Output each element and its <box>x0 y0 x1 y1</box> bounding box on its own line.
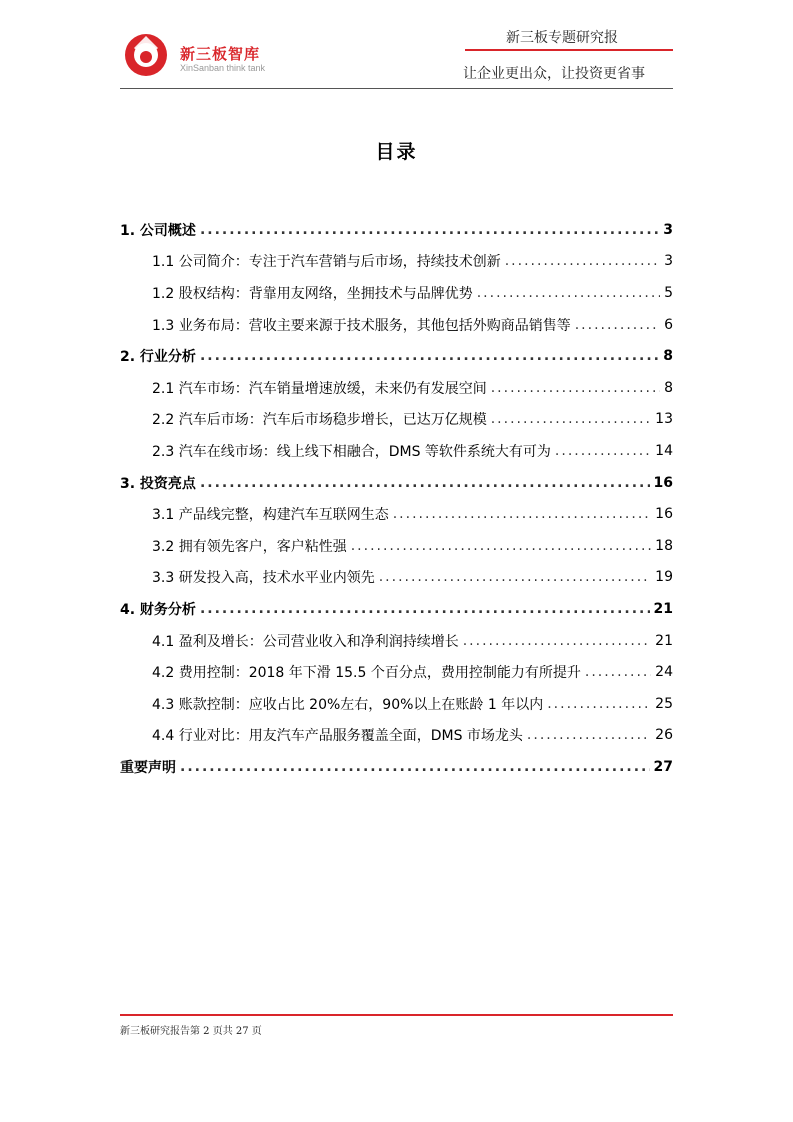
brand-name-english: XinSanban think tank <box>180 63 266 73</box>
toc-dot-leader <box>351 538 651 554</box>
footer-divider <box>120 1014 673 1016</box>
toc-section-entry[interactable] <box>120 751 673 783</box>
toc-page-number: 16 <box>655 506 673 523</box>
toc-page-number: 13 <box>655 411 673 428</box>
toc-dot-leader <box>393 506 651 522</box>
toc-entry-title: 4.1 盈利及增长：公司营业收入和净利润持续增长 <box>152 633 459 650</box>
toc-subsection-entry[interactable] <box>120 688 673 720</box>
toc-subsection-entry[interactable] <box>120 498 673 530</box>
toc-section-entry[interactable] <box>120 467 673 499</box>
toc-subsection-entry[interactable] <box>120 404 673 436</box>
toc-dot-leader <box>379 569 651 585</box>
toc-subsection-entry[interactable] <box>120 372 673 404</box>
toc-entry-title: 2.3 汽车在线市场：线上线下相融合，DMS 等软件系统大有可为 <box>152 443 551 460</box>
toc-entry-title: 1. 公司概述 <box>120 222 196 239</box>
toc-page-number: 21 <box>655 632 673 649</box>
report-type: 新三板专题研究报 <box>506 30 618 46</box>
toc-dot-leader <box>477 285 660 301</box>
toc-subsection-entry[interactable] <box>120 277 673 309</box>
toc-subsection-entry[interactable] <box>120 562 673 594</box>
toc-page-number: 24 <box>655 664 673 681</box>
toc-subsection-entry[interactable] <box>120 720 673 752</box>
toc-entry-title: 3.2 拥有领先客户，客户粘性强 <box>152 538 347 555</box>
toc-dot-leader <box>555 443 651 459</box>
toc-dot-leader <box>200 348 659 364</box>
toc-subsection-entry[interactable] <box>120 625 673 657</box>
toc-page-number: 6 <box>664 316 673 333</box>
toc-subsection-entry[interactable] <box>120 435 673 467</box>
toc-page-number: 26 <box>655 727 673 744</box>
toc-subsection-entry[interactable] <box>120 656 673 688</box>
logo-icon <box>122 30 174 80</box>
toc-entry-title: 3. 投资亮点 <box>120 475 196 492</box>
brand-name: 新三板智库 <box>180 45 261 63</box>
header-slogan: 让企业更出众，让投资更省事 <box>463 66 645 82</box>
toc-page-number: 3 <box>663 221 673 238</box>
toc-dot-leader <box>575 317 660 333</box>
header-divider <box>120 88 673 89</box>
toc-page-number: 21 <box>653 600 673 617</box>
toc-subsection-entry[interactable] <box>120 530 673 562</box>
toc-entry-title: 1.2 股权结构：背靠用友网络，坐拥技术与品牌优势 <box>152 285 473 302</box>
toc-entry-title: 4.3 账款控制：应收占比 20%左右，90%以上在账龄 1 年以内 <box>152 696 544 713</box>
toc-dot-leader <box>200 222 659 238</box>
toc-section-entry[interactable] <box>120 340 673 372</box>
toc-entry-title: 1.3 业务布局：营收主要来源于技术服务，其他包括外购商品销售等 <box>152 317 571 334</box>
toc-page-number: 3 <box>664 253 673 270</box>
toc-dot-leader <box>200 601 650 617</box>
toc-dot-leader <box>505 253 660 269</box>
toc-dot-leader <box>180 759 650 775</box>
toc-dot-leader <box>491 411 651 427</box>
logo <box>122 30 292 80</box>
toc-subsection-entry[interactable] <box>120 309 673 341</box>
toc-entry-title: 4.4 行业对比：用友汽车产品服务覆盖全面，DMS 市场龙头 <box>152 728 523 745</box>
toc-page-number: 27 <box>653 758 673 775</box>
toc-section-entry[interactable] <box>120 214 673 246</box>
toc-page-number: 8 <box>664 379 673 396</box>
toc-page-number: 19 <box>655 569 673 586</box>
toc-entry-title: 2. 行业分析 <box>120 349 196 366</box>
toc-page-number: 14 <box>655 442 673 459</box>
header-accent-line <box>465 49 673 51</box>
toc-dot-leader <box>585 664 651 680</box>
table-of-contents <box>120 214 673 783</box>
toc-dot-leader <box>527 727 651 743</box>
toc-section-entry[interactable] <box>120 593 673 625</box>
toc-entry-title: 重要声明 <box>120 759 176 776</box>
toc-entry-title: 2.1 汽车市场：汽车销量增速放缓，未来仍有发展空间 <box>152 380 487 397</box>
toc-dot-leader <box>547 696 651 712</box>
toc-title: 目录 <box>375 141 418 163</box>
footer-page-info: 新三板研究报告第 2 页共 27 页 <box>120 1026 262 1037</box>
toc-dot-leader <box>463 633 651 649</box>
toc-page-number: 18 <box>655 537 673 554</box>
toc-entry-title: 4.2 费用控制：2018 年下滑 15.5 个百分点，费用控制能力有所提升 <box>152 665 581 682</box>
toc-entry-title: 3.3 研发投入高，技术水平业内领先 <box>152 570 375 587</box>
toc-page-number: 25 <box>655 695 673 712</box>
toc-page-number: 16 <box>653 474 673 491</box>
toc-dot-leader <box>491 380 660 396</box>
toc-subsection-entry[interactable] <box>120 246 673 278</box>
toc-entry-title: 1.1 公司简介：专注于汽车营销与后市场，持续技术创新 <box>152 254 501 271</box>
toc-dot-leader <box>200 475 650 491</box>
toc-entry-title: 2.2 汽车后市场：汽车后市场稳步增长，已达万亿规模 <box>152 412 487 429</box>
toc-entry-title: 4. 财务分析 <box>120 601 196 618</box>
toc-page-number: 5 <box>664 284 673 301</box>
toc-entry-title: 3.1 产品线完整，构建汽车互联网生态 <box>152 507 389 524</box>
toc-page-number: 8 <box>663 348 673 365</box>
